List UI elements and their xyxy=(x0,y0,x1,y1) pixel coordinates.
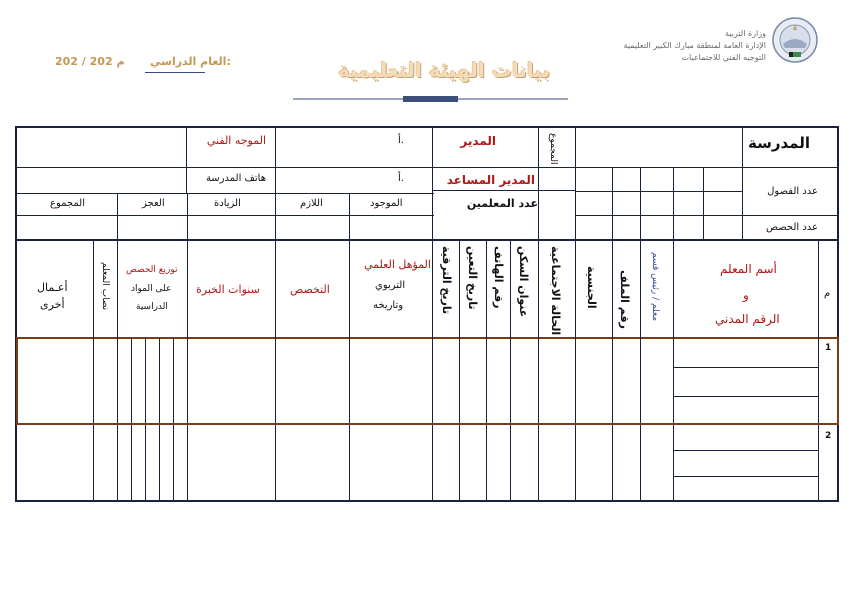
supervisor-name-input[interactable] xyxy=(17,128,185,166)
col-qualification-line2: التربوي xyxy=(375,280,406,291)
page-title: بيانات الهيئة التعليمية xyxy=(338,58,551,82)
col-experience: سنوات الخبرة xyxy=(196,283,260,296)
col-other-line2: أخرى xyxy=(40,298,65,311)
academic-year-underline xyxy=(145,72,205,73)
staff-header-total: المجموع xyxy=(50,198,85,209)
col-distribution-line2: على المواد xyxy=(131,284,172,294)
col-qualification-line1: المؤهل العلمي xyxy=(364,258,431,271)
staff-header-surplus: الزيادة xyxy=(214,198,241,209)
school-phone-input[interactable] xyxy=(17,168,185,192)
school-phone-label: هاتف المدرسة xyxy=(205,173,266,184)
col-distribution-line1: توزيع الحصص xyxy=(126,265,178,275)
ministry-line-1: وزارة التربية xyxy=(725,29,766,38)
supervisor-label: الموجه الفني xyxy=(206,134,266,147)
col-name-line3: الرقم المدني xyxy=(715,312,780,326)
principal-name-input[interactable] xyxy=(276,128,431,166)
col-role: معلم / رئيس قسم xyxy=(650,252,660,322)
principal-label: المدير xyxy=(460,134,496,148)
col-promo-date: تاريخ الترقية xyxy=(440,246,453,315)
academic-year-value: 202 / 202 م xyxy=(55,55,125,68)
classes-count-label: عدد الفصول xyxy=(767,186,818,197)
ministry-line-3: التوجيه الفني للاجتماعيات xyxy=(681,53,766,62)
col-marital: الحالة الاجتماعية xyxy=(549,246,562,336)
school-label: المدرسة xyxy=(748,134,810,152)
col-address: عنوان السكن xyxy=(517,246,530,318)
teacher-civil-id-input[interactable] xyxy=(675,369,817,395)
col-name-line2: و xyxy=(743,288,749,302)
staff-header-deficit: العجز xyxy=(142,198,165,209)
col-nationality: الجنسية xyxy=(585,266,598,309)
teacher-civil-id-input[interactable] xyxy=(675,452,817,475)
assistant-name-input[interactable] xyxy=(276,168,431,192)
col-distribution-line3: الدراسية xyxy=(136,302,168,312)
academic-year-label: العام الدراسي: xyxy=(150,55,231,68)
kuwait-emblem-logo xyxy=(771,16,819,64)
staff-header-existing: الموجود xyxy=(370,198,403,209)
col-qualification-line3: وتاريخه xyxy=(373,300,404,311)
row-number: 1 xyxy=(825,343,832,353)
title-ornament xyxy=(293,96,568,102)
col-quota: نصاب المعلم xyxy=(100,262,110,311)
col-hire-date: تاريخ التعين xyxy=(466,246,479,310)
col-num: م xyxy=(824,288,831,299)
school-name-input[interactable] xyxy=(576,128,741,166)
row-number: 2 xyxy=(825,431,832,441)
col-file-no: رقم الملف xyxy=(618,270,631,329)
col-specialization: التخصص xyxy=(290,283,330,296)
teachers-count-label: عدد المعلمين xyxy=(466,197,538,210)
teacher-name-input[interactable] xyxy=(675,340,817,366)
mr-prefix-2: أ. xyxy=(398,173,404,184)
total-label-vertical: المجموع xyxy=(548,133,558,165)
assistant-label: المدير المساعد xyxy=(446,173,535,187)
col-other-line1: أعـمال xyxy=(37,281,68,294)
col-name-line1: أسم المعلم xyxy=(720,262,777,276)
staff-header-required: اللازم xyxy=(300,198,323,209)
col-phone: رقم الهاتف xyxy=(492,246,505,309)
periods-count-label: عدد الحصص xyxy=(765,222,818,233)
mr-prefix-1: أ. xyxy=(398,135,404,146)
ministry-line-2: الإدارة العامة لمنطقة مبارك الكبير التعليمية xyxy=(623,41,766,50)
teacher-name-input[interactable] xyxy=(675,427,817,449)
